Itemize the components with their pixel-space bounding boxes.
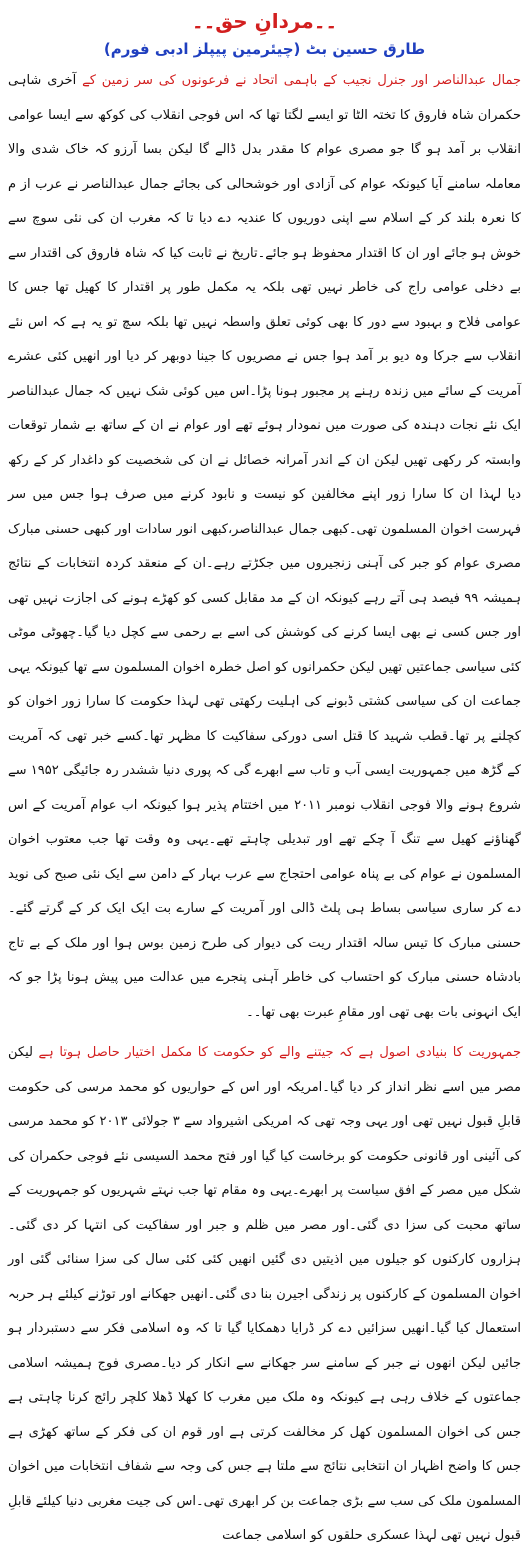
article-byline: طارق حسین بٹ (چیئرمین پیپلز ادبی فورم) — [103, 40, 426, 58]
paragraph-1-lead: جمال عبدالناصر اور جنرل نجیب کے باہمی اتحاد نے فرعونوں کی سر زمین کے — [82, 73, 521, 88]
article-title: ۔۔مردانِ حق۔۔ — [191, 9, 338, 33]
paragraph-2-lead: جمہوریت کا بنیادی اصول ہے کہ جیتنے والے کو حکومت کا مکمل اختیار حاصل ہوتا ہے — [38, 1045, 521, 1060]
article-paragraph-1 — [8, 64, 521, 1030]
article-paragraph-2 — [8, 1036, 521, 1554]
paragraph-1-body: آخری شاہی حکمران شاہ فاروق کا تختہ الٹا تو ایسے لگتا تھا کہ اس فوجی انقلاب کی کوکھ سے ایسا عوامی انقلاب بر آمد ہو گا جو مصری عوام کا مقدر بدل ڈالے گا لیکن بسا آرزو کہ خاک شدی والا معاملہ سامنے آیا کیونکہ عوام کی آزادی اور خوشحالی کی بجائے جمال عبدالناصر نے عرب از م کا نعرہ بلند کر کے اسلام سے اپنی دوریوں کا عندیہ دے دیا تا کہ مغرب ان کی نئی سوچ سے خوش ہو جائے اور ان کا اقتدار محفوظ ہو جائے۔تاریخ نے ثابت کیا کہ شاہ فاروق کی اقتدار سے بے دخلی عوامی راج کی خاطر نہیں تھی بلکہ یہ مکمل طور پر اقتدار کا کھیل تھا جس کا عوامی فلاح و بہبود سے دور کا بھی کوئی تعلق واسطہ نہیں تھا بلکہ سچ تو یہ ہے کہ اس نئے انقلاب سے جرکا وہ دیو بر آمد ہوا جس نے مصریوں کا جینا دوبھر کر دیا اور انھیں کئی عشرے آمریت کے سائے میں زندہ رہنے پر مجبور ہونا پڑا۔اس میں کوئی شک نہیں کہ جمال عبدالناصر ایک نئے نجات دہندہ کی صورت میں نمودار ہوئے تھے اور عوام نے ان کے ساتھ بے شمار توقعات وابستہ کر رکھی تھیں لیکن ان کے اندر آمرانہ خصائل نے ان کی شخصیت کو داغدار کر کے رکھ دیا لہذا ان کا سارا زور اپنے مخالفین کو نیست و نابود کرنے میں صرف ہوا جس میں سر فہرست اخوان المسلمون تھی۔کبھی جمال عبدالناصر،کبھی انور سادات اور کبھی حسنی مبارک مصری عوام کو جبر کی آہنی زنجیروں میں جکڑتے رہے۔ان کے منعقد کردہ انتخابات کے نتائج ہمیشہ ۹۹ فیصد ہی آتے رہے کیونکہ ان کے مد مقابل کسی کو کھڑے ہونے کی اجازت نہیں تھی اور جس کسی نے بھی ایسا کرنے کی کوشش کی اسے بے رحمی سے کچل دیا گیا۔چھوٹی موٹی کئی سیاسی جماعتیں تھیں لیکن حکمرانوں کو اصل خطرہ اخوان المسلمون سے تھا کیونکہ یہی جماعت ان کی سیاسی کشتی ڈبونے کی اہلیت رکھتی تھی لہذا حکومت کا سارا زور اخوان کو کچلنے پر تھا۔قطب شہید کا قتل اسی دورکی سفاکیت کا مظہر تھا۔کسے خبر تھی کہ آمریت کے گڑھ میں جمہوریت ایسی آب و تاب سے ابھرے گی کہ پوری دنیا ششدر رہ جائیگی ۱۹۵۲ سے شروع ہونے والا فوجی انقلاب نومبر ۲۰۱۱ میں اختتام پذیر ہوا کیونکہ اب عوام آمریت کے اس گھناؤنے کھیل سے تنگ آ چکے تھے اور تبدیلی چاہتے تھے۔یہی وہ وقت تھا جب معتوب اخوان المسلمون نے عوام کی بے پناہ عوامی احتجاج سے عرب بہار کے دامن سے ایک نئی صبح کی نوید دے کر ساری سیاسی بساط ہی پلٹ ڈالی اور آمریت کے سارے بت ایک ایک کر کے گرتے گئے۔حسنی مبارک کا تیس سالہ اقتدار ریت کی دیوار کی طرح زمین بوس ہوا اور ملک کے بے تاج بادشاہ حسنی مبارک کو احتساب کی خاطر آہنی پنجرے میں عدالت میں پیش ہونا پڑا جو کہ ایک انہونی بات بھی تھی اور مقامِ عبرت بھی تھا۔۔ — [8, 73, 521, 1020]
paragraph-2-body: لیکن مصر میں اسے نظر انداز کر دیا گیا۔امریکہ اور اس کے حواریوں کو محمد مرسی کی حکومت قابلِ قبول نہیں تھی اور یہی وجہ تھی کہ امریکی اشیرواد سے ۳ جولائی ۲۰۱۳ کو محمد مرسی کی آئینی اور قانونی حکومت کو برخاست کیا گیا اور فتح محمد السیسی نئے فوجی حکمران کی شکل میں مصر کے افق سیاست پر ابھرے۔یہی وہ مقام تھا جب نہتے شہریوں کو جمہوریت کے ساتھ محبت کی سزا دی گئی۔اور مصر میں ظلم و جبر اور سفاکیت کی انتہا کر دی گئی۔ہزاروں کارکنوں کو جیلوں میں اذیتیں دی گئیں انھیں کئی کئی سال کی سزا سنائی گئی اور اخوان المسلمون کے کارکنوں پر زندگی اجیرن بنا دی گئی۔انھیں جھکانے اور توڑنے کیلئے ہر حربہ استعمال کیا گیا۔انھیں سزائیں دے کر ڈرایا دھمکایا گیا تا کہ وہ اسلامی فکر سے دستبردار ہو جائیں لیکن انھوں نے جبر کے سامنے سر جھکانے سے انکار کر دیا۔مصری فوج ہمیشہ اسلامی جماعتوں کے خلاف رہی ہے کیونکہ وہ ملک میں مغرب کا کھلا ڈھلا کلچر رائج کرنا چاہتی ہے جس کی اخوان المسلمون کھل کر مخالفت کرتی ہے اور قوم ان کی فکر کے ساتھ کھڑی ہے جس کا واضح اظہار ان انتخابی نتائج سے ملتا ہے جس کی وجہ سے شفاف انتخابات میں اخوان المسلمون ملک کی سب سے بڑی جماعت بن کر ابھری تھی۔اس کی جیت مغربی دنیا کیلئے قابلِ قبول نہیں تھی لہذا عسکری حلقوں کو اسلامی جماعت — [8, 1045, 521, 1543]
